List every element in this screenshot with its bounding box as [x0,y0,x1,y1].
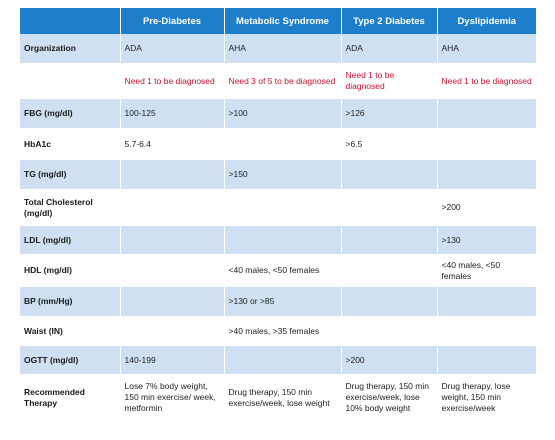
table-cell [224,190,341,226]
table-cell [437,129,536,160]
criteria-note: Need 1 to be diagnosed [437,64,536,99]
table-cell [341,255,437,287]
table-cell: ADA [120,34,224,64]
header-cell-dyslipidemia: Dyslipidemia [437,8,536,34]
table-cell [120,287,224,317]
table-cell: AHA [437,34,536,64]
table-cell: <40 males, <50 females [437,255,536,287]
table-cell: 100-125 [120,99,224,129]
table-cell [224,129,341,160]
table-cell [341,190,437,226]
header-cell-corner [20,8,120,34]
table-cell: <40 males, <50 females [224,255,341,287]
table-cell: >130 or >85 [224,287,341,317]
row-label [20,64,120,99]
row-label: BP (mm/Hg) [20,287,120,317]
table-cell [224,226,341,255]
row-label: FBG (mg/dl) [20,99,120,129]
table-header [20,8,536,34]
table-body [20,34,536,421]
table-cell: >126 [341,99,437,129]
table-cell [437,160,536,190]
header-cell-pre-diabetes: Pre-Diabetes [120,8,224,34]
table-cell [437,317,536,346]
table-row-total-cholesterol [20,190,536,226]
table-cell: AHA [224,34,341,64]
table-row-waist [20,317,536,346]
table-cell [341,160,437,190]
table-row-diagnosis-requirement [20,64,536,99]
table-cell [437,346,536,375]
table-cell: ADA [341,34,437,64]
table-cell [120,160,224,190]
table-cell [120,226,224,255]
table-cell: Drug therapy, 150 min exercise/week, lose weight [224,375,341,421]
table-row-tg [20,160,536,190]
table-cell [341,287,437,317]
comparison-table-container [20,8,536,421]
criteria-note: Need 1 to be diagnosed [120,64,224,99]
table-cell [120,255,224,287]
row-label: HDL (mg/dl) [20,255,120,287]
table-cell [224,346,341,375]
row-label: Total Cholesterol (mg/dl) [20,190,120,226]
header-row [20,8,536,34]
table-cell: Drug therapy, 150 min exercise/week, lose 10% body weight [341,375,437,421]
table-cell: 140-199 [120,346,224,375]
header-cell-type-2-diabetes: Type 2 Diabetes [341,8,437,34]
table-cell [341,317,437,346]
criteria-note: Need 3 of 5 to be diagnosed [224,64,341,99]
table-cell: >6.5 [341,129,437,160]
table-cell [437,287,536,317]
table-cell: >130 [437,226,536,255]
header-cell-metabolic-syndrome: Metabolic Syndrome [224,8,341,34]
table-cell [120,190,224,226]
row-label: Recommended Therapy [20,375,120,421]
table-row-organization [20,34,536,64]
table-cell: >200 [341,346,437,375]
table-row-fbg [20,99,536,129]
table-row-hdl [20,255,536,287]
table-cell: >200 [437,190,536,226]
table-row-ogtt [20,346,536,375]
diagnosis-criteria-table [20,8,536,421]
table-cell: Lose 7% body weight, 150 min exercise/ week, metformin [120,375,224,421]
row-label: TG (mg/dl) [20,160,120,190]
table-cell [120,317,224,346]
table-cell: Drug therapy, lose weight, 150 min exercise/week [437,375,536,421]
table-cell: >100 [224,99,341,129]
table-cell: >40 males, >35 females [224,317,341,346]
table-cell: >150 [224,160,341,190]
row-label: OGTT (mg/dl) [20,346,120,375]
table-cell [437,99,536,129]
row-label: Organization [20,34,120,64]
row-label: Waist (IN) [20,317,120,346]
row-label: LDL (mg/dl) [20,226,120,255]
table-cell: 5.7-6.4 [120,129,224,160]
table-row-ldl [20,226,536,255]
row-label: HbA1c [20,129,120,160]
table-cell [341,226,437,255]
criteria-note: Need 1 to be diagnosed [341,64,437,99]
table-row-hba1c [20,129,536,160]
table-row-bp [20,287,536,317]
table-row-recommended-therapy [20,375,536,421]
